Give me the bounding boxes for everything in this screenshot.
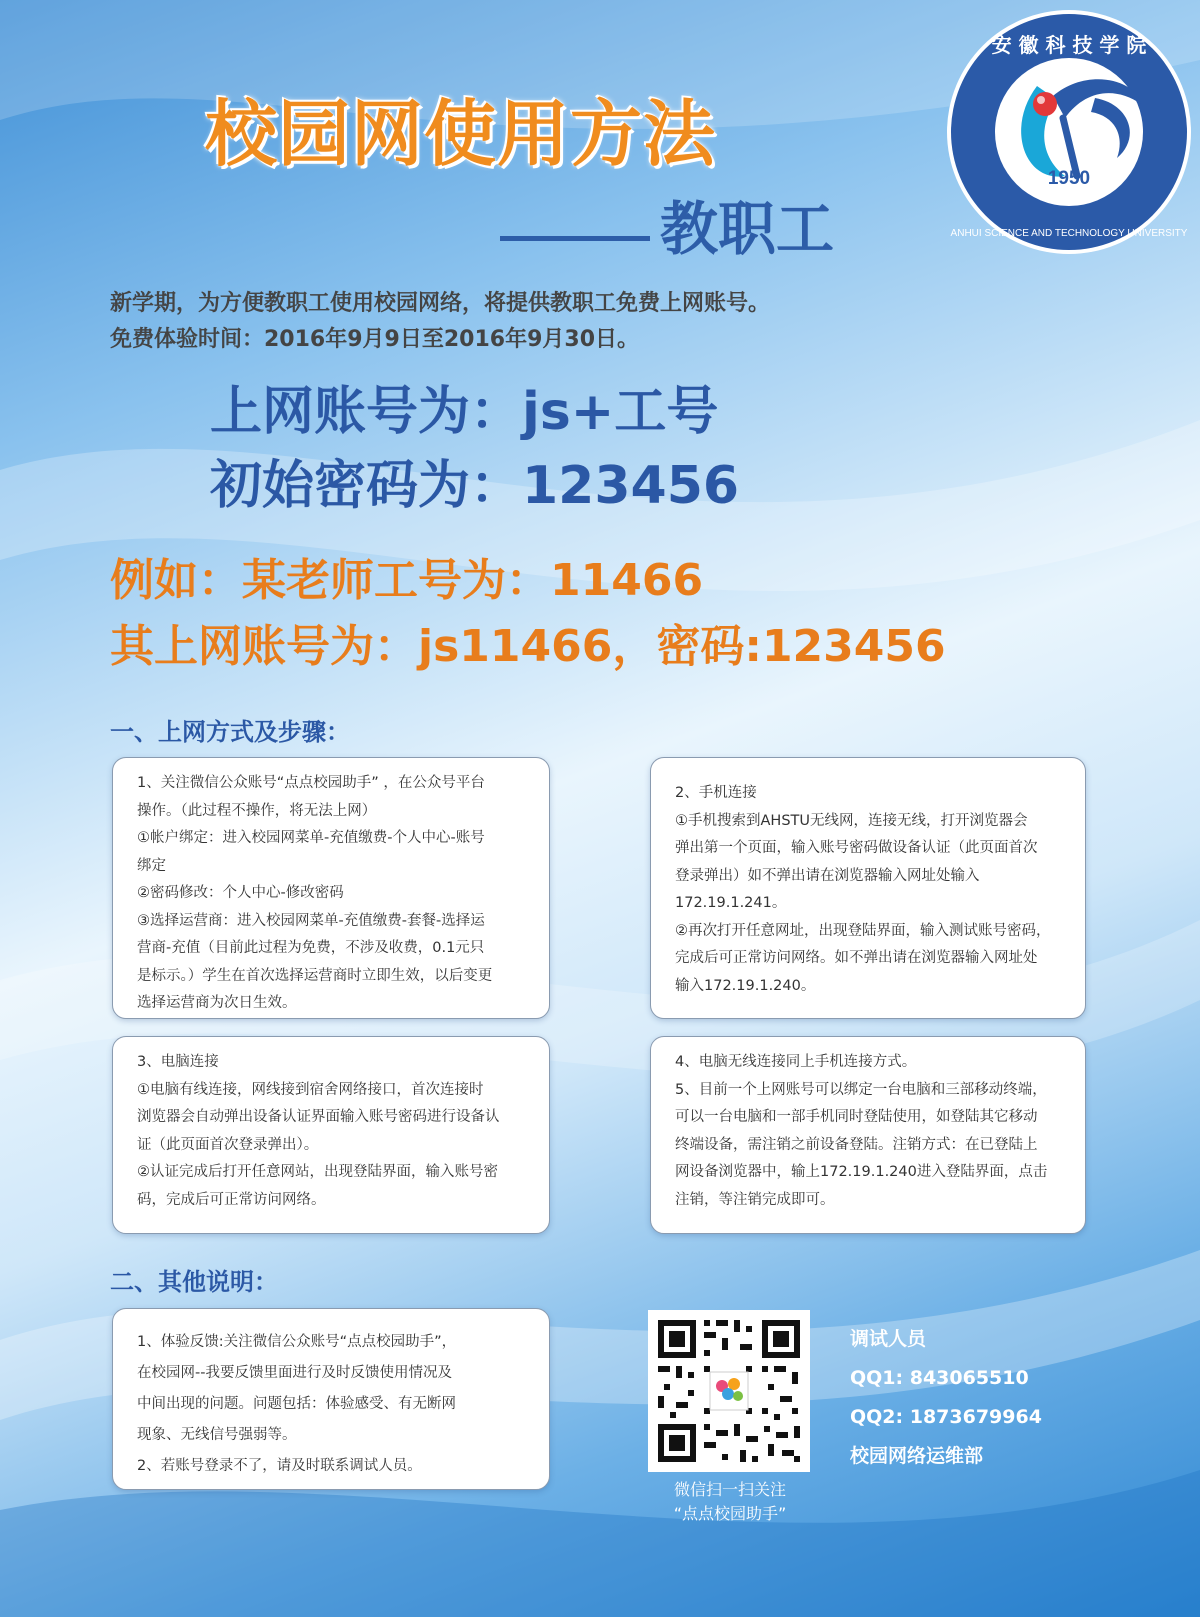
contact-label: 调试人员: [850, 1328, 927, 1350]
box-line: 网设备浏览器中，输上172.19.1.240进入登陆界面，点击: [675, 1164, 1048, 1180]
svg-text:ANHUI SCIENCE AND TECHNOLOGY U: ANHUI SCIENCE AND TECHNOLOGY UNIVERSITY: [950, 228, 1188, 239]
other-notes-box: [112, 1308, 550, 1490]
box-line: ①手机搜索到AHSTU无线网，连接无线，打开浏览器会: [675, 812, 1028, 829]
box-line: 3、电脑连接: [137, 1054, 219, 1070]
step-box-pc-wired: [112, 1036, 550, 1234]
contact-qq2: QQ2: 1873679964: [850, 1406, 1042, 1428]
box-line: 在校园网--我要反馈里面进行及时反馈使用情况及: [137, 1365, 452, 1381]
university-seal-icon: [945, 8, 1193, 256]
qr-caption-line-1: 微信扫一扫关注: [673, 1480, 786, 1499]
step-box-mobile: [650, 757, 1086, 1019]
password-line: 初始密码为：123456: [210, 456, 740, 516]
intro-line-2: 免费体验时间：2016年9月9日至2016年9月30日。: [110, 327, 640, 352]
step-box-wechat: [112, 757, 550, 1019]
box-line: ①电脑有线连接，网线接到宿舍网络接口，首次连接时: [137, 1081, 484, 1098]
box-line: 弹出第一个页面，输入账号密码做设备认证（此页面首次: [675, 840, 1038, 856]
box-line: 证（此页面首次登录弹出）。: [137, 1136, 319, 1153]
box-line: 终端设备，需注销之前设备登陆。注销方式：在已登陆上: [675, 1136, 1038, 1153]
qr-code-icon: [648, 1310, 810, 1472]
box-line: 2、手机连接: [675, 785, 757, 801]
example-line-2: 其上网账号为：js11466，密码:123456: [110, 621, 946, 672]
intro-text: [110, 286, 770, 358]
contact-qq1: QQ1: 843065510: [850, 1367, 1029, 1389]
example-line-1: 例如：某老师工号为：11466: [110, 555, 704, 606]
box-line: ②密码修改：个人中心-修改密码: [137, 885, 344, 901]
university-logo: [945, 8, 1193, 256]
wechat-qr-code: [648, 1310, 810, 1472]
qr-caption-line-2: “点点校园助手”: [673, 1504, 787, 1523]
box-line: 4、电脑无线连接同上手机连接方式。: [675, 1054, 917, 1070]
step-box-pc-wireless: [650, 1036, 1086, 1234]
title-dash-line: [500, 236, 650, 241]
box-line: 注销，等注销完成即可。: [675, 1191, 835, 1208]
box-line: ③选择运营商：进入校园网菜单-充值缴费-套餐-选择运: [137, 912, 485, 929]
contact-dept: 校园网络运维部: [850, 1445, 984, 1467]
account-info: [210, 375, 739, 523]
section-heading-steps: 一、上网方式及步骤：: [110, 718, 350, 746]
box-line: 可以一台电脑和一部手机同时登陆使用，如登陆其它移动: [675, 1109, 1038, 1125]
box-line: 选择运营商为次日生效。: [137, 995, 297, 1011]
qr-caption: [640, 1478, 820, 1526]
box-line: 5、目前一个上网账号可以绑定一台电脑和三部移动终端，: [675, 1081, 1047, 1098]
box-line: 是标示。）学生在首次选择运营商时立即生效，以后变更: [137, 967, 493, 984]
section-heading-other: 二、其他说明：: [110, 1268, 278, 1296]
svg-text:安 徽 科 技 学 院: 安 徽 科 技 学 院: [991, 33, 1147, 57]
page-subtitle: 教职工: [660, 195, 835, 263]
intro-line-1: 新学期，为方便教职工使用校园网络，将提供教职工免费上网账号。: [110, 291, 771, 316]
example-info: [110, 548, 946, 680]
page-title: 校园网使用方法: [205, 92, 717, 176]
box-line: 1、体验反馈:关注微信公众账号“点点校园助手”，: [137, 1334, 457, 1350]
box-line: ①帐户绑定：进入校园网菜单-充值缴费-个人中心-账号: [137, 830, 485, 846]
svg-text:1950: 1950: [1047, 168, 1091, 189]
box-line: 营商-充值（目前此过程为免费，不涉及收费，0.1元只: [137, 940, 485, 956]
box-line: 完成后可正常访问网络。如不弹出请在浏览器输入网址处: [675, 950, 1038, 966]
box-line: 绑定: [137, 857, 166, 874]
box-line: 浏览器会自动弹出设备认证界面输入账号密码进行设备认: [137, 1109, 500, 1125]
account-line: 上网账号为：js+工号: [210, 382, 719, 442]
box-line: 172.19.1.241。: [675, 895, 787, 911]
box-line: ②再次打开任意网址，出现登陆界面，输入测试账号密码，: [675, 922, 1051, 939]
box-line: 码，完成后可正常访问网络。: [137, 1191, 326, 1208]
box-line: 2、若账号登录不了，请及时联系调试人员。: [137, 1458, 422, 1474]
box-line: 输入172.19.1.240。: [675, 977, 816, 994]
box-line: ②认证完成后打开任意网站，出现登陆界面，输入账号密: [137, 1164, 498, 1180]
box-line: 现象、无线信号强弱等。: [137, 1427, 297, 1443]
contact-info: [850, 1320, 1042, 1476]
box-line: 1、关注微信公众账号“点点校园助手” ，在公众号平台: [137, 775, 485, 791]
box-line: 操作。（此过程不操作，将无法上网）: [137, 802, 377, 819]
box-line: 中间出现的问题。问题包括：体验感受、有无断网: [137, 1396, 456, 1412]
box-line: 登录弹出）如不弹出请在浏览器输入网址处输入: [675, 867, 980, 884]
